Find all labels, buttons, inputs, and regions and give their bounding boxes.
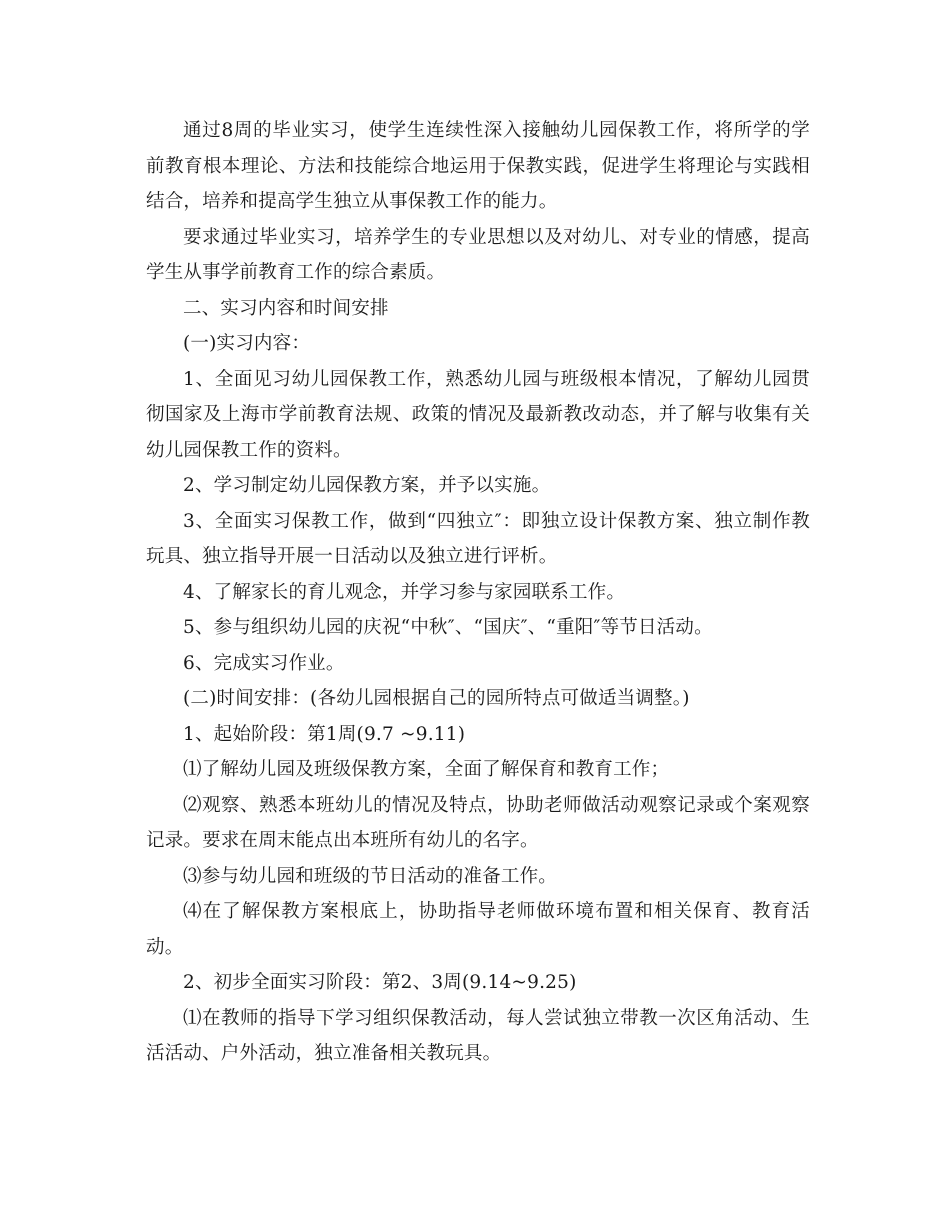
list-item: 2、学习制定幼儿园保教方案，并予以实施。 <box>183 475 551 496</box>
list-item: 1、全面见习幼儿园保教工作，熟悉幼儿园与班级根本情况，了解幼儿园贯彻国家及上海市学前教育法规、政策的情况及最新教改动态，并了解与收集有关幼儿园保教工作的资料。 <box>146 368 810 461</box>
list-item: ⑵观察、熟悉本班幼儿的情况及特点，协助老师做活动观察记录或个案观察记录。要求在周末能点出本班所有幼儿的名字。 <box>146 794 810 851</box>
paragraph-requirement: 要求通过毕业实习，培养学生的专业思想以及对幼儿、对专业的情感，提高学生从事学前教育工作的综合素质。 <box>146 226 810 283</box>
list-item: ⑴了解幼儿园及班级保教方案，全面了解保育和教育工作； <box>183 759 670 780</box>
list-item: 6、完成实习作业。 <box>183 652 345 674</box>
section-heading: 二、实习内容和时间安排 <box>183 297 389 319</box>
paragraph-intro: 通过8周的毕业实习，使学生连续性深入接触幼儿园保教工作，将所学的学前教育根本理论、方法和技能综合地运用于保教实践，促进学生将理论与实践相结合，培养和提高学生独立从事保教工作的能力。 <box>146 120 810 212</box>
list-item: 3、全面实习保教工作，做到“四独立″：即独立设计保教方案、独立制作教玩具、独立指导开展一日活动以及独立进行评析。 <box>146 510 810 567</box>
stage-heading: 2、初步全面实习阶段：第2、3周(9.14~9.25) <box>183 972 577 993</box>
stage-heading: 1、起始阶段：第1周(9.7 ~9.11) <box>183 723 466 745</box>
subsection-heading-schedule: (二)时间安排：(各幼儿园根据自己的园所特点可做适当调整。) <box>183 688 690 709</box>
list-item: ⑷在了解保教方案根底上，协助指导老师做环境布置和相关保育、教育活动。 <box>146 901 810 958</box>
list-item: 4、了解家长的育儿观念，并学习参与家园联系工作。 <box>183 581 626 603</box>
list-item: ⑶参与幼儿园和班级的节日活动的准备工作。 <box>183 865 558 887</box>
list-item: 5、参与组织幼儿园的庆祝“中秋″、“国庆″、“重阳″等节日活动。 <box>183 617 713 638</box>
subsection-heading-content: (一)实习内容： <box>183 333 311 354</box>
list-item: ⑴在教师的指导下学习组织保教活动，每人尝试独立带教一次区角活动、生活活动、户外活动，独立准备相关教玩具。 <box>146 1007 810 1064</box>
